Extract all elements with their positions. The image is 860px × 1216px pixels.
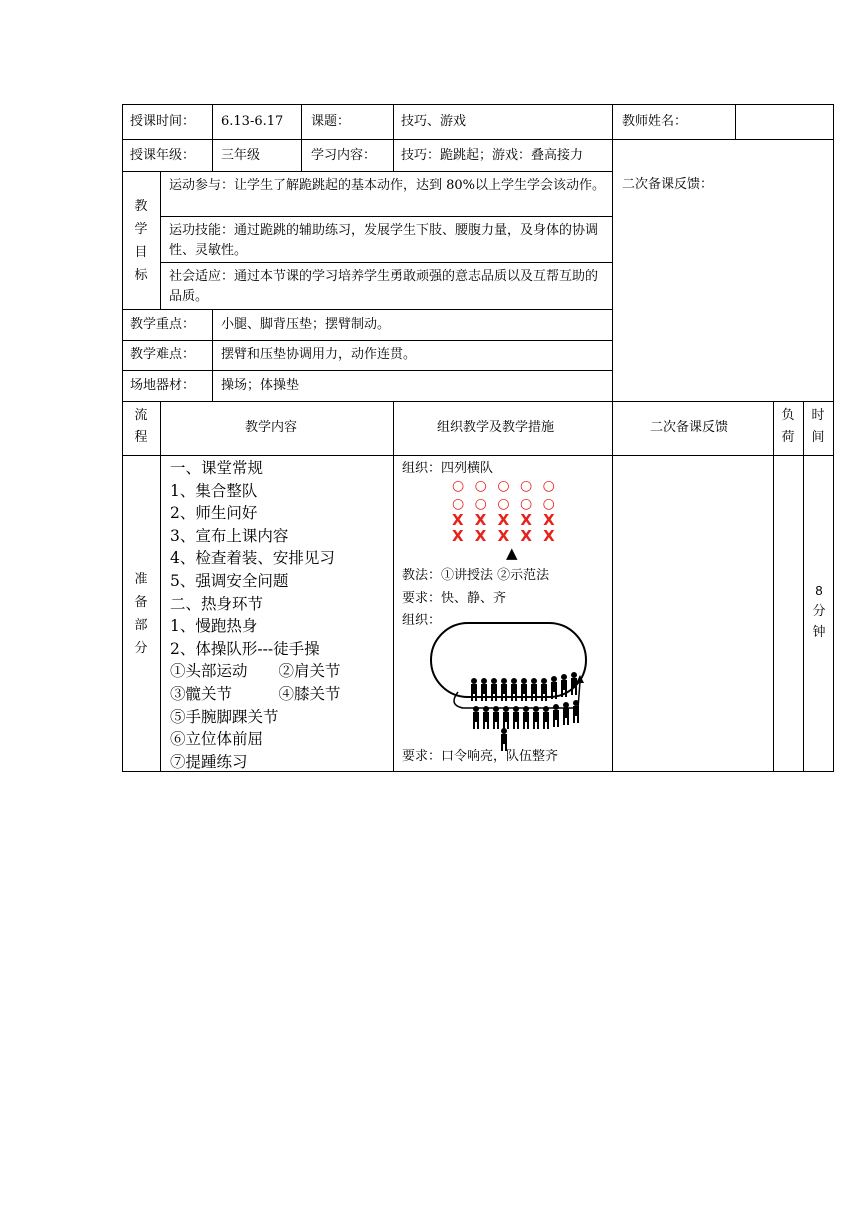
topic-value: 技巧、游戏 <box>401 114 467 129</box>
prep-section-label: 准 备 部 分 <box>134 572 148 656</box>
rule <box>301 104 302 172</box>
equipment-value: 操场；体操垫 <box>221 378 300 393</box>
rule <box>212 104 213 172</box>
content-line: ⑥立位体前屈 <box>170 730 264 749</box>
content-line: 1、慢跑热身 <box>170 617 258 636</box>
col-time: 时 间 <box>811 408 825 445</box>
rule <box>122 104 834 105</box>
formation-row-students: X X X X X <box>452 511 555 529</box>
objective-skill: 运功技能：通过跪跳的辅助练习，发展学生下肢、腰腹力量，及身体的协调性、灵敏性。 <box>169 223 599 258</box>
col-content: 教学内容 <box>245 420 298 435</box>
teacher-label: 教师姓名： <box>622 114 688 129</box>
rule <box>122 309 613 310</box>
rule <box>122 401 834 402</box>
rule <box>773 401 774 772</box>
content-line: 4、检查着装、安排见习 <box>170 549 335 568</box>
runner-row-bottom <box>473 700 579 729</box>
grade-label: 授课年级： <box>130 148 196 163</box>
content-line: ⑤手腕脚踝关节 <box>170 707 279 726</box>
topic-label: 课题： <box>311 114 351 129</box>
content-value: 技巧：跪跳起；游戏：叠高接力 <box>401 148 584 163</box>
content-line: 一、课堂常规 <box>170 459 264 477</box>
rule <box>393 104 394 172</box>
col-feedback: 二次备课反馈 <box>650 420 729 435</box>
org-label: 组织：四列横队 <box>402 461 494 476</box>
rule <box>122 455 834 456</box>
method-text: 教法：①讲授法 ②示范法 <box>402 568 550 583</box>
col-process: 流 程 <box>134 408 148 445</box>
rule <box>122 340 613 341</box>
org-label-2: 组织： <box>402 613 442 628</box>
content-line: ①头部运动 ②肩关节 <box>170 662 341 681</box>
time-value: 6.13-6.17 <box>221 114 284 129</box>
content-line: 二、热身环节 <box>170 594 264 613</box>
content-line: 2、师生问好 <box>170 504 258 523</box>
running-track-illustration <box>428 620 593 752</box>
prep-content <box>170 457 392 773</box>
rule <box>122 104 123 772</box>
difficulties-value: 摆臂和压垫协调用力，动作连贯。 <box>221 347 417 362</box>
rule <box>122 370 613 371</box>
content-line: ③髋关节 ④膝关节 <box>170 684 341 703</box>
rule <box>122 139 834 140</box>
prep-time: 8 分 钟 <box>812 583 826 640</box>
time-label: 授课时间： <box>130 114 196 129</box>
rule <box>735 104 736 140</box>
requirement-text-2: 要求：口令响亮，队伍整齐 <box>402 749 559 764</box>
rule <box>160 216 613 217</box>
rule <box>160 171 161 310</box>
objective-participation: 运动参与：让学生了解跪跳起的基本动作，达到 80%以上学生学会该动作。 <box>169 178 606 193</box>
rule <box>122 171 613 172</box>
key-points-label: 教学重点： <box>130 317 196 332</box>
rule <box>833 104 834 772</box>
rule <box>393 401 394 772</box>
col-organization: 组织教学及教学措施 <box>437 420 555 435</box>
key-points-value: 小腿、脚背压垫；摆臂制动。 <box>221 317 391 332</box>
objectives-label: 教 学 目 标 <box>134 199 148 283</box>
content-line: 2、体操队形---徒手操 <box>170 639 320 658</box>
grade-value: 三年级 <box>221 148 261 163</box>
formation-row-students: X X X X X <box>452 527 555 545</box>
equipment-label: 场地器材： <box>130 378 196 393</box>
requirement-text: 要求：快、静、齐 <box>402 591 507 606</box>
rule <box>612 104 613 772</box>
formation-row-students: ○ ○ ○ ○ ○ <box>452 496 555 512</box>
content-label: 学习内容： <box>311 148 377 163</box>
content-line: 5、强调安全问题 <box>170 571 289 590</box>
objective-social: 社会适应：通过本节课的学习培养学生勇敢顽强的意志品质以及互帮互助的品质。 <box>169 269 599 304</box>
content-line: 3、宣布上课内容 <box>170 526 289 545</box>
rule <box>160 262 613 263</box>
col-load: 负 荷 <box>781 408 795 445</box>
rule <box>803 401 804 772</box>
rule <box>212 309 213 402</box>
teacher-marker-icon: ▲ <box>506 544 518 562</box>
content-line: 1、集合整队 <box>170 481 258 500</box>
formation-row-students: ○ ○ ○ ○ ○ <box>452 478 555 494</box>
rule <box>160 401 161 772</box>
difficulties-label: 教学难点： <box>130 347 196 362</box>
feedback-label: 二次备课反馈： <box>622 177 714 192</box>
content-line: ⑦提踵练习 <box>170 752 248 771</box>
